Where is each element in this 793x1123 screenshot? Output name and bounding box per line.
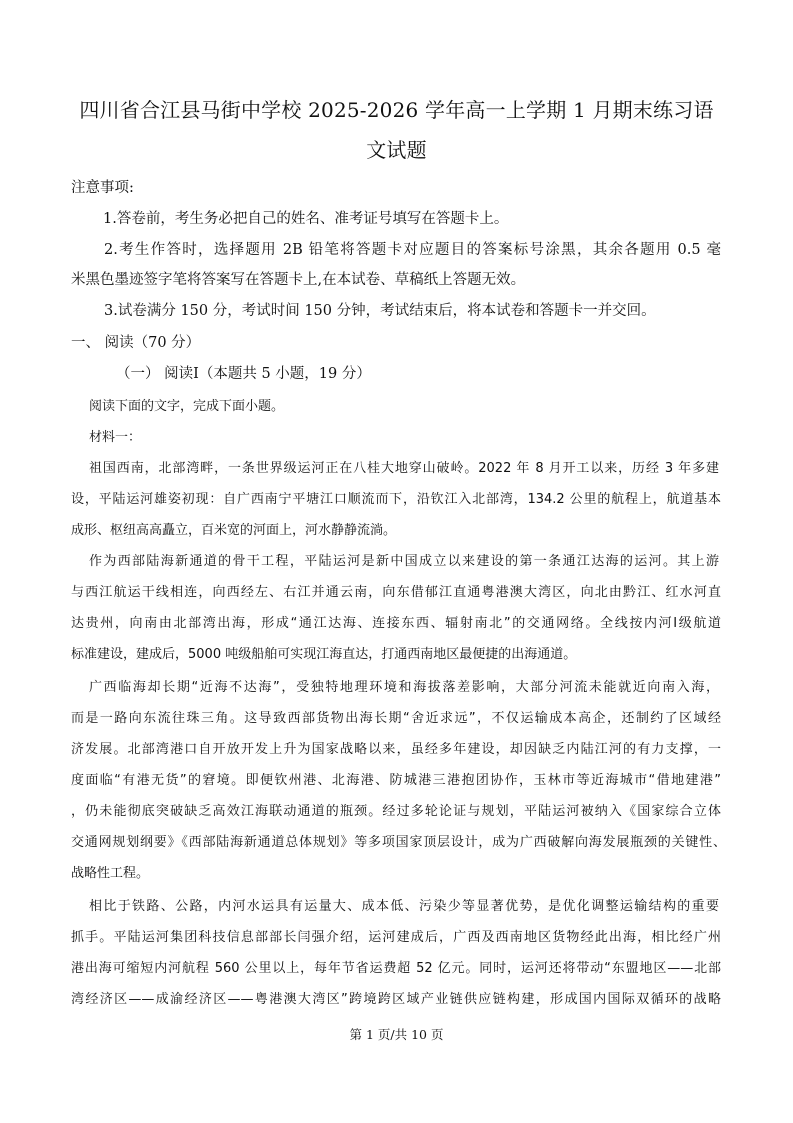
body-line: 达贵州，向南由北部湾出海，形成“通江达海、连接东西、辐射南北”的交通网络。全线按内河Ⅰ级航道: [71, 616, 721, 631]
body-line: 设，平陆运河雄姿初现：自广西南宁平塘江口顺流而下，沿钦江入北部湾，134.2 公里的航程上，航道基本: [71, 492, 721, 507]
exam-title-line-2: 文试题: [366, 138, 427, 162]
body-line: 与西江航运干线相连，向西经左、右江并通云南，向东借郁江直通粤港澳大湾区，向北由黔江、红水河直: [71, 585, 721, 600]
body-line: 度面临“有港无货”的窘境。即便钦州港、北海港、防城港三港抱团协作，玉林市等近海城市“借地建港”: [71, 773, 721, 788]
body-line: 祖国西南，北部湾畔，一条世界级运河正在八桂大地穿山破岭。2022 年 8 月开工以来，历经 3 年多建: [89, 461, 719, 476]
exam-title-line-1: 四川省合江县马街中学校 2025-2026 学年高一上学期 1 月期末练习语: [79, 98, 714, 122]
notice-item-3: 3.试卷满分 150 分，考试时间 150 分钟，考试结束后，将本试卷和答题卡一并交回。: [104, 303, 656, 319]
body-line: 抓手。平陆运河集团科技信息部部长闫强介绍，运河建成后，广西及西南地区货物经此出海，相比经广州: [71, 930, 721, 945]
section-heading: 一、 阅读（70 分）: [71, 335, 201, 351]
body-line: 成形、枢纽高高矗立，百米宽的河面上，河水静静流淌。: [71, 523, 397, 538]
notice-item-2-continued: 米黑色墨迹签字笔将答案写在答题卡上,在本试卷、草稿纸上答题无效。: [71, 272, 526, 288]
body-line: 相比于铁路、公路，内河水运具有运量大、成本低、污染少等显著优势，是优化调整运输结构的重要: [89, 899, 719, 914]
body-line: 港出海可缩短内河航程 560 公里以上，每年节省运费超 52 亿元。同时，运河还将带动“东盟地区——北部: [71, 961, 721, 976]
notice-item-1: 1.答卷前，考生务必把自己的姓名、准考证号填写在答题卡上。: [103, 211, 509, 227]
body-line: 湾经济区——成渝经济区——粤港澳大湾区”跨境跨区域产业链供应链构建，形成国内国际双循环的战略: [71, 992, 721, 1007]
notice-item-2: 2.考生作答时，选择题用 2B 铅笔将答题卡对应题目的答案标号涂黑，其余各题用 0.5 毫: [104, 242, 721, 258]
body-line: 广西临海却长期“近海不达海”，受独特地理环境和海拔落差影响，大部分河流未能就近向南入海，: [89, 680, 719, 695]
body-line: 战略性工程。: [71, 866, 150, 881]
reading-instruction: 阅读下面的文字，完成下面小题。: [89, 399, 285, 414]
material-label: 材料一：: [89, 430, 142, 445]
body-line: 作为西部陆海新通道的骨干工程，平陆运河是新中国成立以来建设的第一条通江达海的运河。其上游: [89, 554, 719, 569]
subsection-heading: （一） 阅读Ⅰ（本题共 5 小题，19 分）: [116, 366, 371, 382]
page-footer: 第 1 页/共 10 页: [349, 1027, 444, 1042]
body-line: 而是一路向东流往珠三角。这导致西部货物出海长期“舍近求远”，不仅运输成本高企，还制约了区域经: [71, 711, 721, 726]
notice-heading: 注意事项:: [71, 180, 134, 196]
body-line: 标准建设，建成后，5000 吨级船舶可实现江海直达，打通西南地区最便捷的出海通道。: [71, 647, 577, 662]
body-line: 济发展。北部湾港口自开放开发上升为国家战略以来，虽经多年建设，却因缺乏内陆江河的有力支撑，一: [71, 742, 721, 757]
body-line: ，仍未能彻底突破缺乏高效江海联动通道的瓶颈。经过多轮论证与规划，平陆运河被纳入《国家综合立体: [71, 804, 721, 819]
body-line: 交通网规划纲要》《西部陆海新通道总体规划》等多项国家顶层设计，成为广西破解向海发展瓶颈的关键性、: [71, 835, 726, 850]
